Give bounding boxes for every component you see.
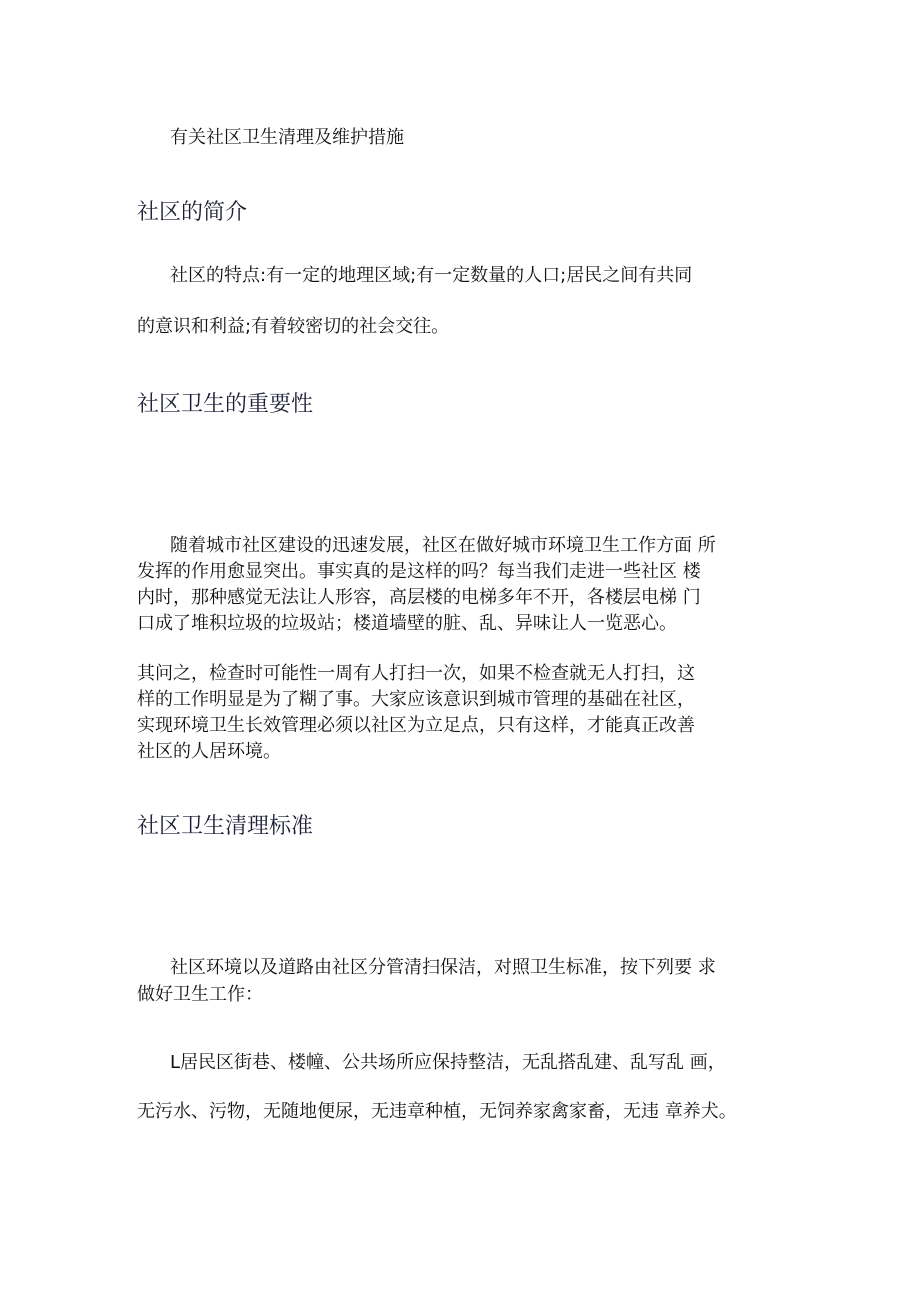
paragraph-line: 实现环境卫生长效管理必须以社区为立足点，只有这样，才能真正改善 xyxy=(137,715,695,736)
paragraph-line: 随着城市社区建设的迅速发展，社区在做好城市环境卫生工作方面 所 xyxy=(170,535,716,556)
paragraph-line: 其问之，检查时可能性一周有人打扫一次，如果不检查就无人打扫，这 xyxy=(137,663,695,684)
paragraph-line: 做好卫生工作： xyxy=(137,984,263,1005)
paragraph-line: 内时，那种感觉无法让人形容，高层楼的电梯多年不开，各楼层电梯 门 xyxy=(137,587,701,608)
paragraph-line: 社区的人居环境。 xyxy=(137,741,281,762)
paragraph-line: 社区环境以及道路由社区分管清扫保洁，对照卫生标准，按下列要 求 xyxy=(170,957,716,978)
section-heading-importance: 社区卫生的重要性 xyxy=(137,392,314,417)
paragraph-line: 的意识和利益;有着较密切的社会交往。 xyxy=(137,316,450,337)
document-title: 有关社区卫生清理及维护措施 xyxy=(170,127,404,148)
paragraph-line: 样的工作明显是为了糊了事。大家应该意识到城市管理的基础在社区， xyxy=(137,689,695,710)
section-heading-intro: 社区的简介 xyxy=(137,200,248,225)
paragraph-line: 社区的特点:有一定的地理区域;有一定数量的人口;居民之间有共同 xyxy=(170,265,693,286)
paragraph-line: 发挥的作用愈显突出。事实真的是这样的吗？每当我们走进一些社区 楼 xyxy=(137,561,701,582)
paragraph-line: L居民区街巷、楼幢、公共场所应保持整洁，无乱搭乱建、乱写乱 画， xyxy=(170,1052,726,1073)
section-heading-standards: 社区卫生清理标准 xyxy=(137,814,314,839)
paragraph-line: 无污水、污物，无随地便尿，无违章种植，无饲养家禽家畜，无违 章养犬。 xyxy=(137,1101,737,1122)
paragraph-line: 口成了堆积垃圾的垃圾站；楼道墙壁的脏、乱、异味让人一览恶心。 xyxy=(137,613,677,634)
